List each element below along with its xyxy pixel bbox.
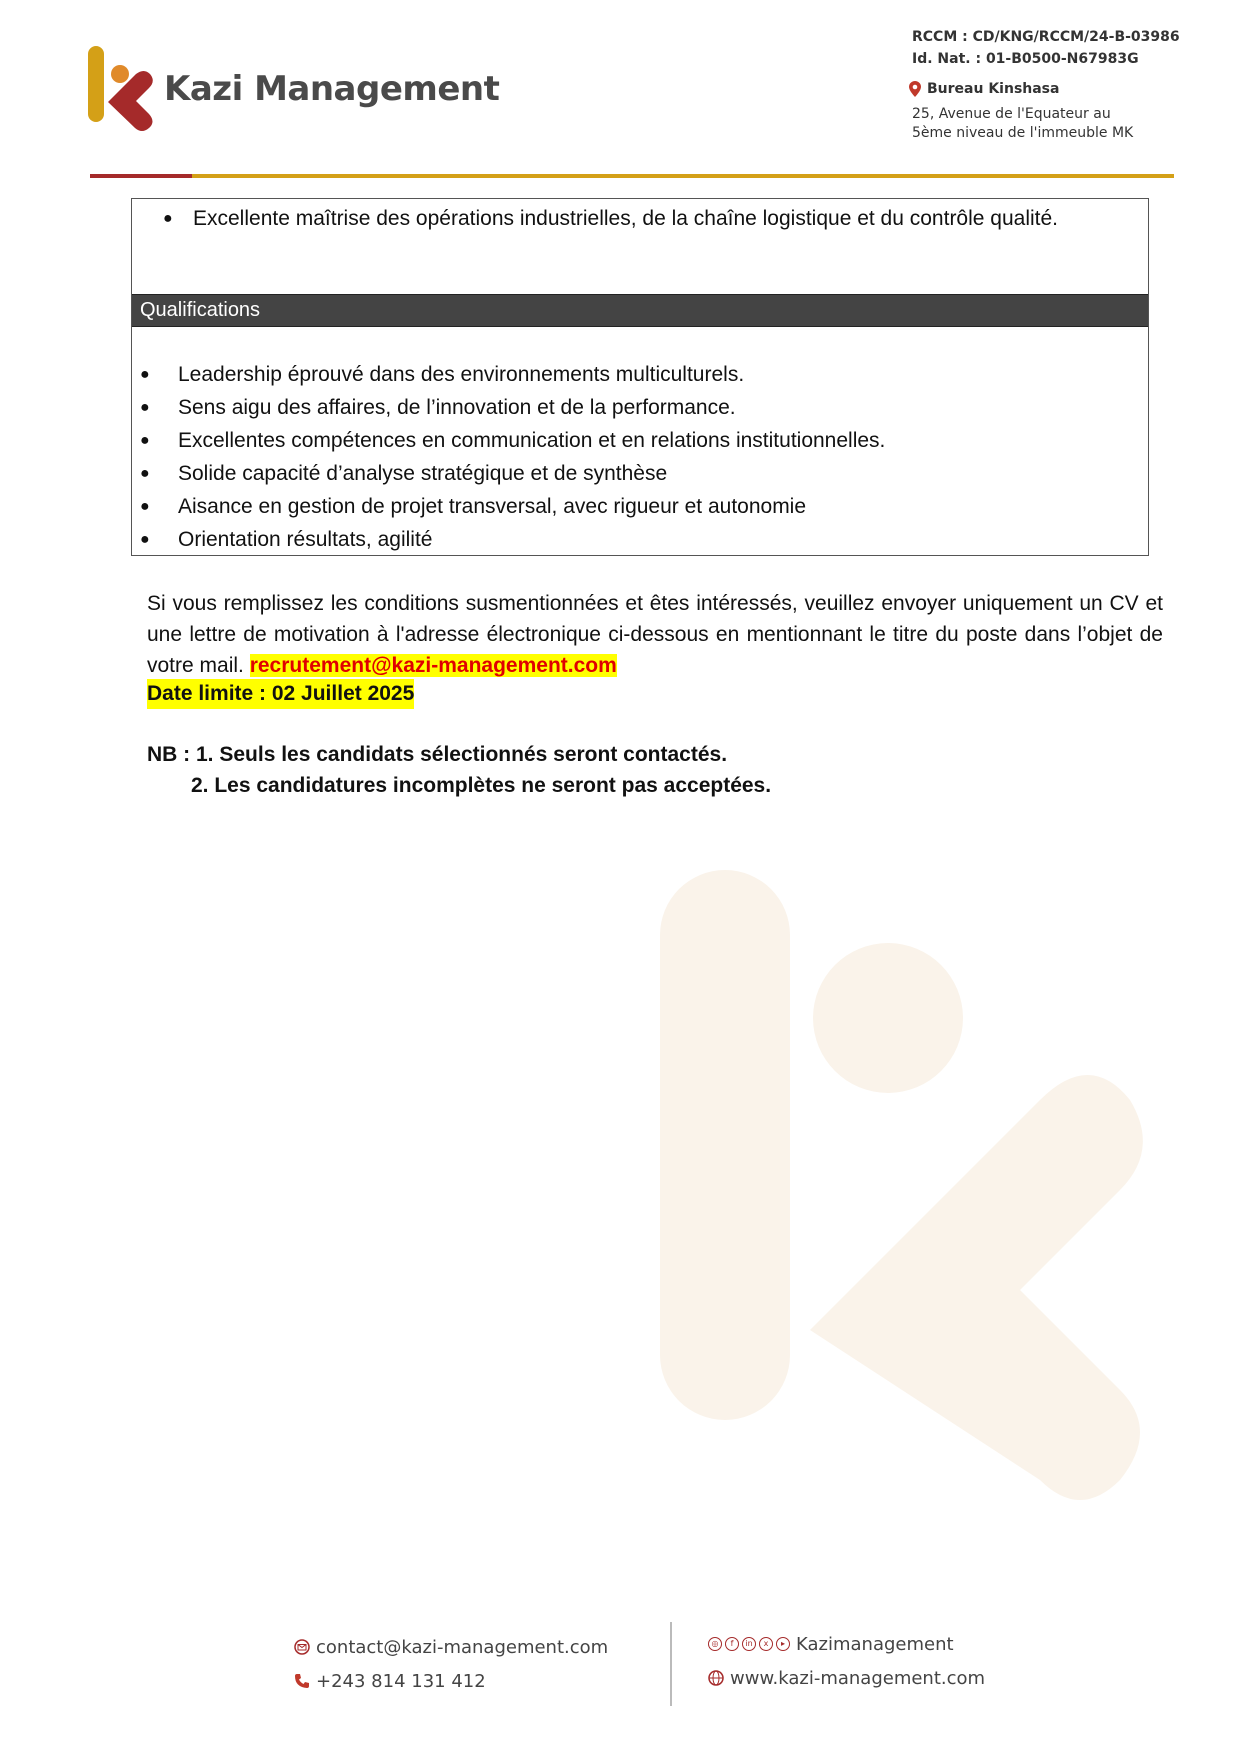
- x-icon[interactable]: x: [759, 1637, 773, 1651]
- location-pin-icon: [909, 81, 921, 97]
- office-title: Bureau Kinshasa: [927, 81, 1060, 97]
- list-item: ● Sens aigu des affaires, de l’innovation et de la performance.: [140, 391, 885, 424]
- watermark-logo: [660, 870, 1160, 1520]
- footer-email[interactable]: contact@kazi-management.com: [316, 1636, 609, 1658]
- bullet-icon: ●: [163, 210, 173, 227]
- company-logo: [86, 44, 499, 134]
- header-divider: [90, 174, 1174, 178]
- rccm-number: RCCM : CD/KNG/RCCM/24-B-03986: [912, 29, 1180, 45]
- footer-website[interactable]: www.kazi-management.com: [730, 1667, 986, 1689]
- section-title: Qualifications: [140, 299, 261, 321]
- note-2: 2. Les candidatures incomplètes ne seront pas acceptées.: [191, 774, 772, 797]
- id-nat-number: Id. Nat. : 01-B0500-N67983G: [912, 51, 1139, 67]
- social-handle[interactable]: Kazimanagement: [796, 1633, 954, 1655]
- instructions-text: Si vous remplissez les conditions susmentionnées et êtes intéressés, veuillez envoyer uniquement un CV et une lettre de motivation à l'adresse électronique ci-dessous en mentionnant le titre du poste dans l’objet de votre mail.: [147, 592, 1163, 677]
- requirements-box: [131, 198, 1149, 556]
- bullet-icon: ●: [140, 498, 150, 515]
- office-info: [912, 81, 1133, 143]
- list-item: ● Excellentes compétences en communication et en relations institutionnelles.: [140, 424, 885, 457]
- instagram-icon[interactable]: ◎: [708, 1637, 722, 1651]
- bullet-icon: ●: [140, 432, 150, 449]
- bullet-icon: ●: [140, 366, 150, 383]
- bullet-icon: ●: [140, 531, 150, 548]
- registration-info: [912, 26, 1180, 70]
- bullet-icon: ●: [140, 465, 150, 482]
- footer-contact: [294, 1630, 608, 1698]
- application-instructions: [147, 588, 1163, 681]
- list-item: ● Solide capacité d’analyse stratégique et de synthèse: [140, 457, 885, 490]
- phone-icon: [294, 1673, 310, 1689]
- youtube-icon[interactable]: ▸: [776, 1637, 790, 1651]
- list-item: ● Aisance en gestion de projet transversal, avec rigueur et autonomie: [140, 490, 885, 523]
- deadline: Date limite : 02 Juillet 2025: [147, 679, 414, 709]
- linkedin-icon[interactable]: in: [742, 1637, 756, 1651]
- globe-icon: [708, 1670, 724, 1686]
- list-item: ● Orientation résultats, agilité: [140, 523, 885, 556]
- qualifications-list: [140, 358, 885, 556]
- footer-social: [708, 1627, 985, 1695]
- kazi-logo-icon: [86, 44, 156, 134]
- section-header: [132, 294, 1148, 327]
- social-icons: [708, 1637, 790, 1651]
- note-1: NB : 1. Seuls les candidats sélectionnés seront contactés.: [147, 743, 728, 766]
- list-item: ● Excellente maîtrise des opérations industrielles, de la chaîne logistique et du contrôle qualité.: [163, 203, 1123, 234]
- recruitment-email-link[interactable]: recrutement@kazi-management.com: [249, 654, 617, 677]
- list-item: ● Leadership éprouvé dans des environnements multiculturels.: [140, 358, 885, 391]
- bullet-icon: ●: [140, 399, 150, 416]
- address-line1: 25, Avenue de l'Equateur au: [912, 106, 1111, 122]
- brand-name: Kazi Management: [164, 69, 500, 109]
- footer-phone[interactable]: +243 814 131 412: [316, 1670, 486, 1692]
- footer-divider: [670, 1622, 672, 1706]
- facebook-icon[interactable]: f: [725, 1637, 739, 1651]
- mail-icon: [294, 1639, 310, 1655]
- address-line2: 5ème niveau de l'immeuble MK: [912, 125, 1134, 141]
